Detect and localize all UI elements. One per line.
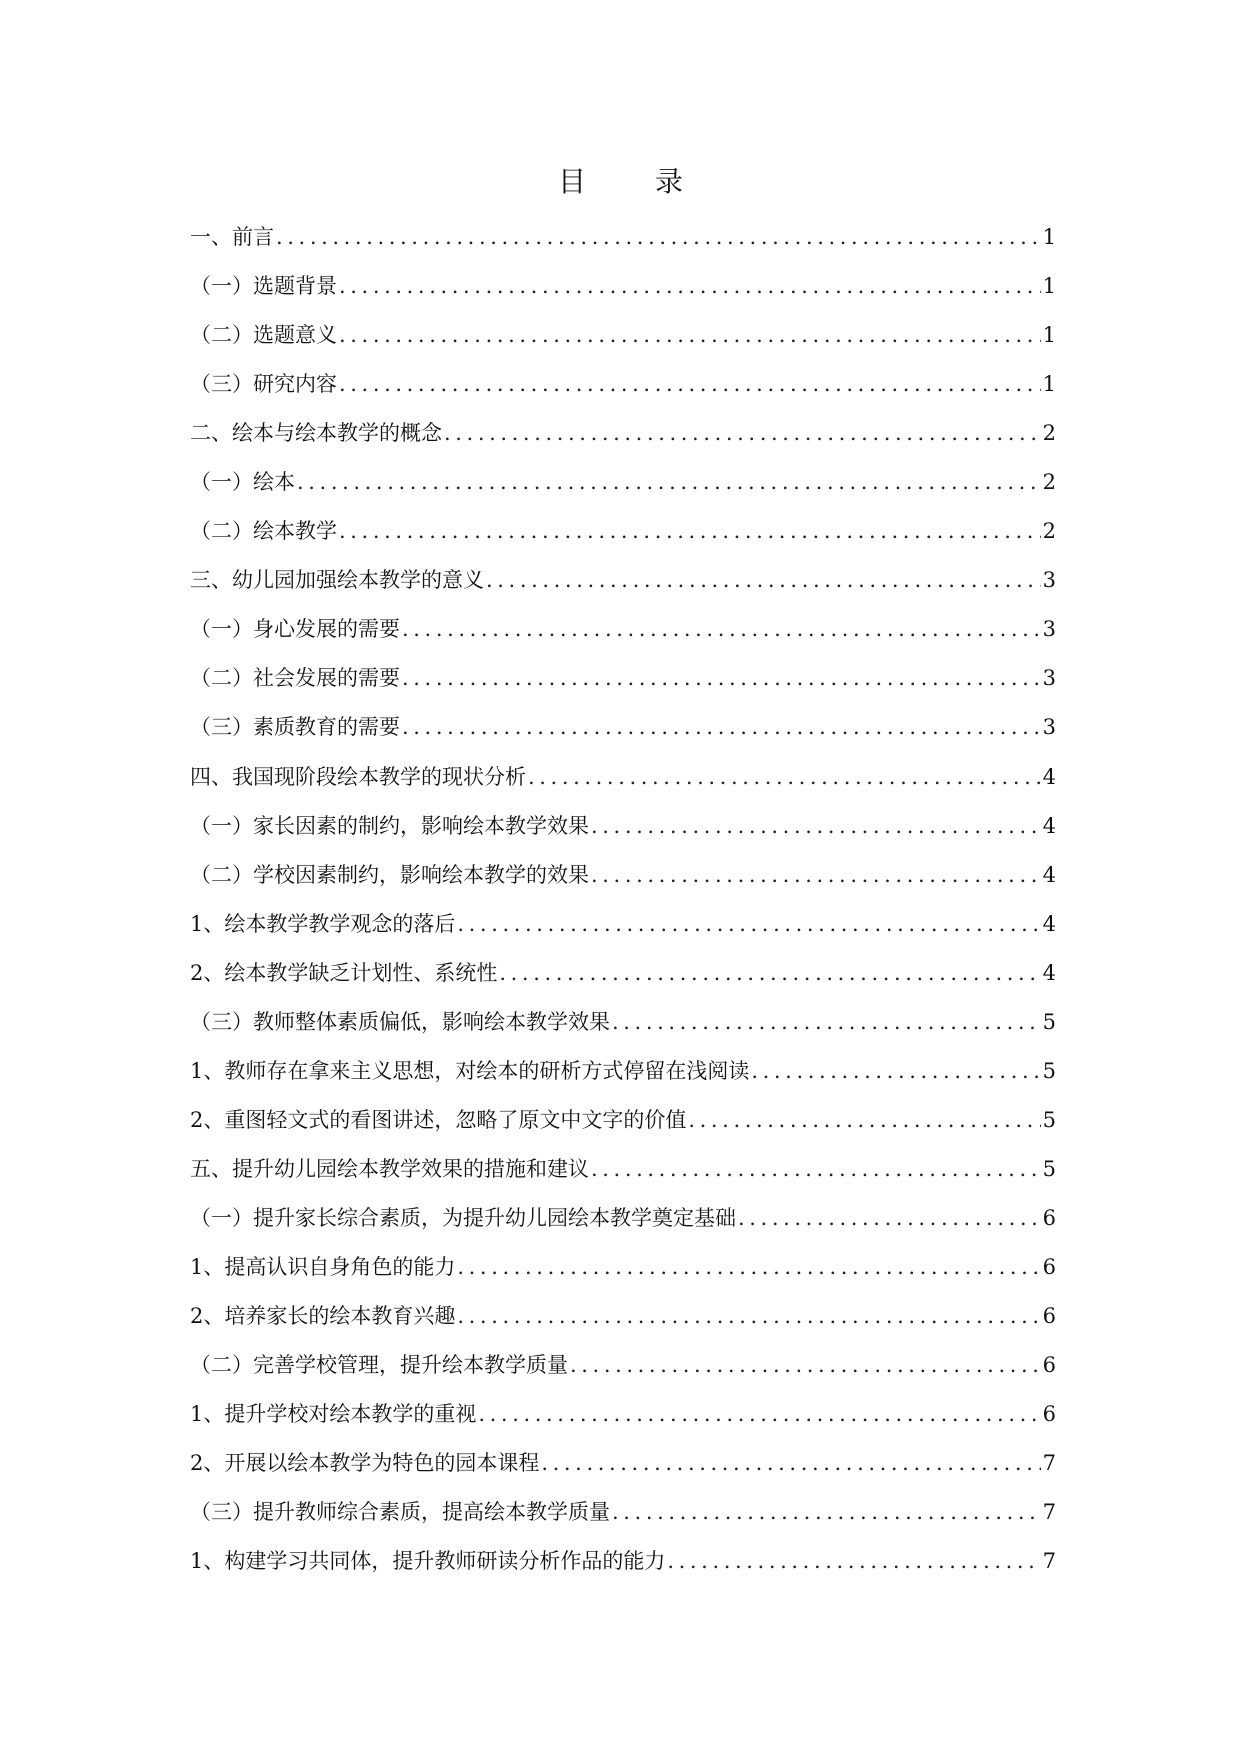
- dot-leader: [667, 1546, 1040, 1576]
- toc-entry[interactable]: [190, 1301, 1056, 1350]
- toc-entry-page-number: 3: [1042, 715, 1056, 740]
- toc-entry[interactable]: [190, 1056, 1056, 1105]
- dot-leader: [402, 663, 1041, 693]
- toc-entry-page-number: 5: [1042, 1107, 1056, 1132]
- toc-entry[interactable]: [190, 958, 1056, 1007]
- toc-entry-label: 五、提升幼儿园绘本教学效果的措施和建议: [190, 1156, 589, 1181]
- toc-entry[interactable]: [190, 663, 1056, 712]
- toc-entry-page-number: 7: [1042, 1500, 1056, 1525]
- toc-entry-page-number: 2: [1042, 470, 1056, 495]
- toc-entry-label: （三）提升教师综合素质，提高绘本教学质量: [190, 1500, 610, 1525]
- dot-leader: [339, 320, 1041, 350]
- toc-entry[interactable]: [190, 418, 1056, 467]
- toc-entry-page-number: 7: [1042, 1451, 1056, 1476]
- toc-entry[interactable]: [190, 1350, 1056, 1399]
- dot-leader: [541, 1448, 1040, 1478]
- toc-entry[interactable]: [190, 1154, 1056, 1203]
- toc-entry[interactable]: [190, 811, 1056, 860]
- toc-entry-page-number: 4: [1042, 960, 1056, 985]
- toc-entry[interactable]: [190, 516, 1056, 565]
- page-title: 目 录: [558, 165, 713, 198]
- toc-entry-label: （三）研究内容: [190, 372, 337, 397]
- toc-entry[interactable]: [190, 1448, 1056, 1497]
- dot-leader: [499, 958, 1040, 988]
- toc-entry[interactable]: [190, 860, 1056, 909]
- dot-leader: [402, 712, 1041, 742]
- toc-entry-page-number: 1: [1042, 274, 1056, 299]
- toc-entry[interactable]: [190, 565, 1056, 614]
- toc-entry-page-number: 6: [1042, 1304, 1056, 1329]
- dot-leader: [457, 909, 1040, 939]
- dot-leader: [457, 1252, 1040, 1282]
- toc-entry-label: （三）教师整体素质偏低，影响绘本教学效果: [190, 1009, 610, 1034]
- dot-leader: [444, 418, 1041, 448]
- toc-entry-page-number: 1: [1042, 225, 1056, 249]
- toc-entry[interactable]: [190, 614, 1056, 663]
- toc-entry-page-number: 4: [1042, 911, 1056, 936]
- toc-entry-label: 1、构建学习共同体，提升教师研读分析作品的能力: [190, 1549, 666, 1574]
- toc-entry[interactable]: [190, 762, 1056, 811]
- toc-entry-page-number: 2: [1042, 519, 1056, 544]
- toc-entry[interactable]: [190, 271, 1056, 320]
- toc-entry[interactable]: [190, 467, 1056, 516]
- dot-leader: [751, 1056, 1040, 1086]
- toc-entry[interactable]: [190, 1203, 1056, 1252]
- toc-entry[interactable]: [190, 1546, 1056, 1595]
- toc-entry-label: 1、提升学校对绘本教学的重视: [190, 1402, 477, 1427]
- toc-entry-page-number: 1: [1042, 372, 1056, 397]
- toc-entry-page-number: 3: [1042, 617, 1056, 642]
- toc-entry[interactable]: [190, 1105, 1056, 1154]
- toc-entry-page-number: 6: [1042, 1254, 1056, 1279]
- toc-entry-label: （一）家长因素的制约，影响绘本教学效果: [190, 813, 589, 838]
- toc-entry-page-number: 6: [1042, 1402, 1056, 1427]
- dot-leader: [339, 369, 1041, 399]
- toc-entry-page-number: 4: [1042, 862, 1056, 887]
- toc-entry-label: 一、前言: [190, 225, 274, 249]
- toc-entry-label: （三）素质教育的需要: [190, 715, 400, 740]
- toc-entry-page-number: 7: [1042, 1549, 1056, 1574]
- toc-entry-label: （二）选题意义: [190, 323, 337, 348]
- toc-entry-label: （一）身心发展的需要: [190, 617, 400, 642]
- toc-entry-label: （一）选题背景: [190, 274, 337, 299]
- toc-entry-label: 四、我国现阶段绘本教学的现状分析: [190, 764, 526, 789]
- toc-entry-page-number: 5: [1042, 1156, 1056, 1181]
- toc-entry-label: （二）社会发展的需要: [190, 666, 400, 691]
- dot-leader: [570, 1350, 1041, 1380]
- toc-entry-page-number: 6: [1042, 1205, 1056, 1230]
- toc-entry-label: 2、开展以绘本教学为特色的园本课程: [190, 1451, 540, 1476]
- toc-entry-label: （二）绘本教学: [190, 519, 337, 544]
- toc-entry-page-number: 6: [1042, 1353, 1056, 1378]
- toc-entry-label: （二）完善学校管理，提升绘本教学质量: [190, 1353, 568, 1378]
- toc-entry[interactable]: [190, 369, 1056, 418]
- toc-entry[interactable]: [190, 1399, 1056, 1448]
- toc-entry-page-number: 5: [1042, 1058, 1056, 1083]
- dot-leader: [591, 1154, 1041, 1184]
- toc-entry[interactable]: [190, 320, 1056, 369]
- dot-leader: [457, 1301, 1040, 1331]
- toc-entry[interactable]: [190, 1007, 1056, 1056]
- dot-leader: [486, 565, 1041, 595]
- dot-leader: [528, 762, 1041, 792]
- dot-leader: [591, 811, 1041, 841]
- dot-leader: [738, 1203, 1041, 1233]
- dot-leader: [339, 516, 1041, 546]
- toc-entry-page-number: 3: [1042, 568, 1056, 593]
- dot-leader: [591, 860, 1041, 890]
- toc-entry-label: 2、绘本教学缺乏计划性、系统性: [190, 960, 498, 985]
- toc-entry-label: 1、绘本教学教学观念的落后: [190, 911, 456, 936]
- toc-entry-label: （二）学校因素制约，影响绘本教学的效果: [190, 862, 589, 887]
- toc-entry[interactable]: [190, 712, 1056, 761]
- toc-entry[interactable]: [190, 1497, 1056, 1546]
- toc-entry-label: 2、重图轻文式的看图讲述，忽略了原文中文字的价值: [190, 1107, 687, 1132]
- dot-leader: [612, 1497, 1041, 1527]
- toc-entry-label: （一）绘本: [190, 470, 295, 495]
- dot-leader: [402, 614, 1041, 644]
- toc-entry-label: 三、幼儿园加强绘本教学的意义: [190, 568, 484, 593]
- toc-entry-label: 2、培养家长的绘本教育兴趣: [190, 1304, 456, 1329]
- toc-entry-page-number: 5: [1042, 1009, 1056, 1034]
- toc-entry-page-number: 4: [1042, 813, 1056, 838]
- toc-entry-page-number: 4: [1042, 764, 1056, 789]
- table-of-contents: [190, 222, 1056, 1595]
- dot-leader: [612, 1007, 1041, 1037]
- dot-leader: [276, 222, 1041, 252]
- toc-entry-label: 二、绘本与绘本教学的概念: [190, 421, 442, 446]
- dot-leader: [297, 467, 1041, 497]
- dot-leader: [688, 1105, 1040, 1135]
- dot-leader: [478, 1399, 1040, 1429]
- dot-leader: [339, 271, 1041, 301]
- toc-entry-label: 1、提高认识自身角色的能力: [190, 1254, 456, 1279]
- toc-entry[interactable]: [190, 1252, 1056, 1301]
- toc-entry[interactable]: [190, 909, 1056, 958]
- toc-entry-page-number: 1: [1042, 323, 1056, 348]
- toc-entry-label: 1、教师存在拿来主义思想，对绘本的研析方式停留在浅阅读: [190, 1058, 750, 1083]
- toc-entry-page-number: 2: [1042, 421, 1056, 446]
- toc-entry[interactable]: [190, 222, 1056, 271]
- toc-entry-page-number: 3: [1042, 666, 1056, 691]
- toc-entry-label: （一）提升家长综合素质，为提升幼儿园绘本教学奠定基础: [190, 1205, 736, 1230]
